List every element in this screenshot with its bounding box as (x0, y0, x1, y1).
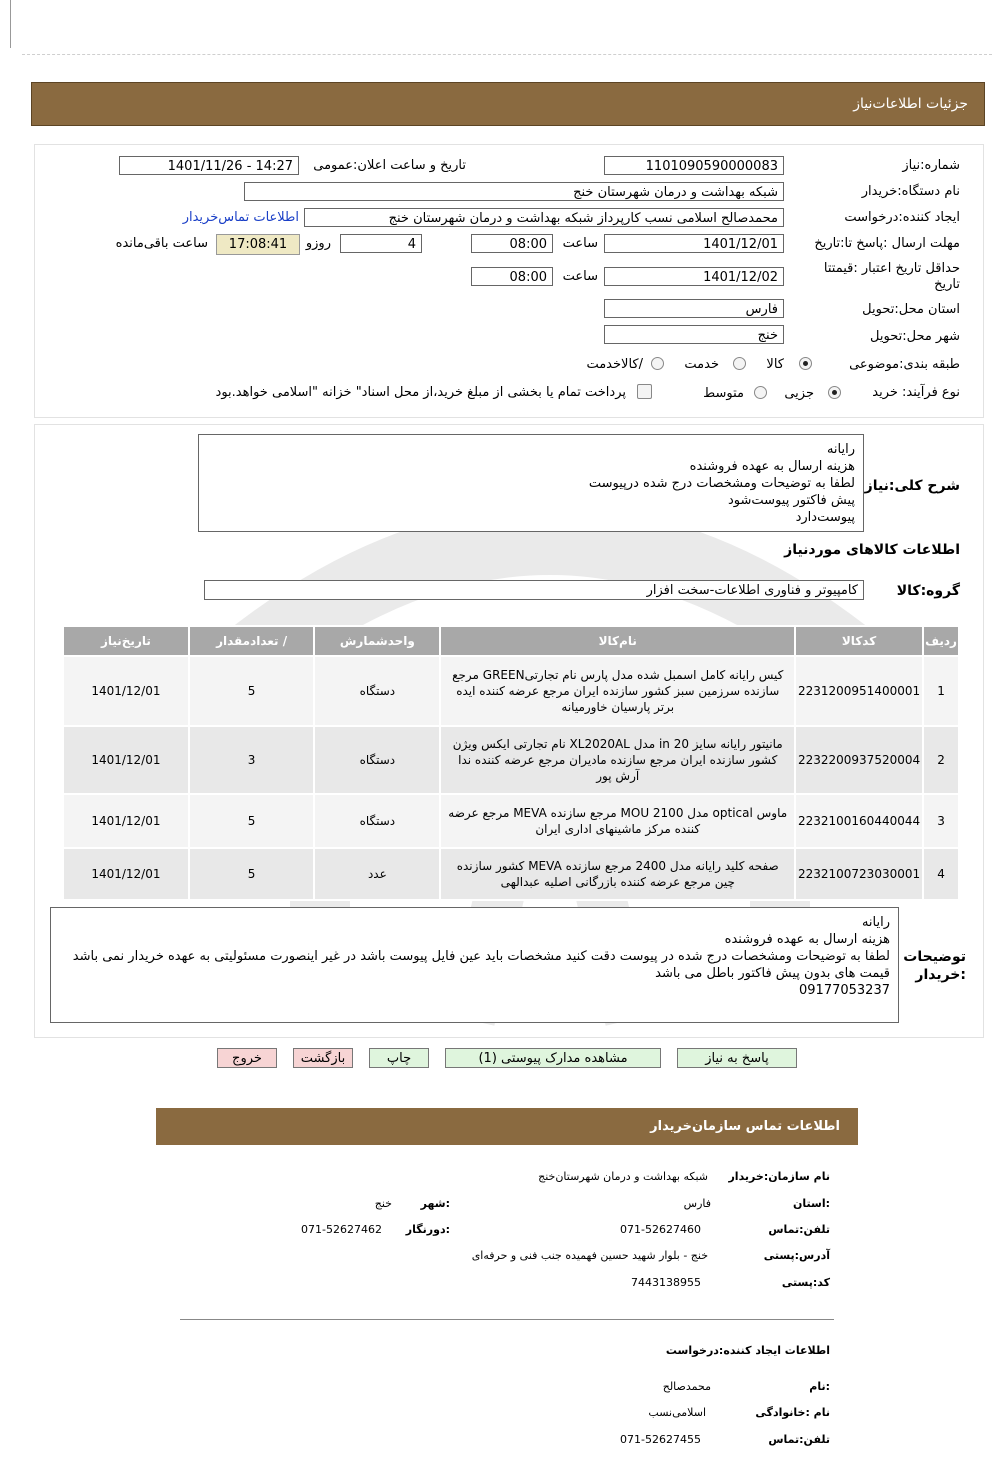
cell-name: ماوس optical مدل MOU 2100 مرجع سازنده MEVA مرجع عرضه کننده مرکز ماشینهای اداری ایران (440, 794, 795, 848)
contact-city-label: :شهر (420, 1197, 450, 1210)
table-row (63, 848, 959, 900)
phone-value: 071-52627460 (620, 1223, 701, 1236)
radio-goods-label: کالا (766, 357, 784, 372)
buyer-contact-link[interactable]: اطلاعات تماس‌خریدار (182, 210, 299, 225)
table-row (63, 656, 959, 726)
province-label: استان محل:تحویل (862, 302, 960, 317)
cell-row: 2 (923, 726, 959, 794)
creator-phone-label: تلفن:تماس (768, 1433, 830, 1446)
contact-title: اطلاعات تماس سازمان‌خریدار (650, 1119, 840, 1134)
cell-unit: دستگاه (314, 794, 440, 848)
contact-divider (180, 1319, 834, 1320)
buyer-org-field: شبکه بهداشت و درمان شهرستان خنج (244, 182, 784, 201)
buyer-notes-box (50, 907, 899, 1023)
need-number-label: شماره:نیاز (902, 158, 960, 173)
description-line: هزینه ارسال به عهده فروشنده (689, 459, 855, 474)
cell-qty: 3 (189, 726, 315, 794)
treasury-checkbox[interactable] (637, 384, 652, 399)
goods-title: اطلاعات کالاهای موردنیاز (784, 542, 960, 558)
address-label: آدرس:پستی (763, 1249, 830, 1262)
top-divider (22, 54, 992, 55)
postal-value: 7443138955 (631, 1276, 701, 1289)
buyer-notes-line: رایانه (861, 915, 890, 930)
cell-date: 1401/12/01 (63, 656, 189, 726)
org-label: نام سازمان:خریدار (728, 1170, 830, 1183)
contact-province-value: فارس (683, 1197, 711, 1210)
postal-label: کد:پستی (781, 1276, 830, 1289)
cell-unit: دستگاه (314, 726, 440, 794)
cell-qty: 5 (189, 656, 315, 726)
validity-label: حداقل تاریخ اعتبار :قیمتتا تاریخ (823, 261, 960, 292)
remaining-time: 17:08:41 (216, 234, 300, 255)
print-button[interactable]: چاپ (369, 1048, 429, 1068)
contact-city-value: خنج (374, 1197, 392, 1210)
buyer-org-label: نام دستگاه:خریدار (861, 184, 960, 199)
cell-name: کیس رایانه کامل اسمبل شده مدل پارس نام تجارتیGREEN مرجع سازنده سرزمین سبز کشور سازنده ایران مرجع عرضه کننده ایده برتر پارسیان خاورمیانه (440, 656, 795, 726)
col-row: ردیف (923, 626, 959, 656)
col-qty: / تعدادمقدار (189, 626, 315, 656)
need-number-field: 1101090590000083 (604, 156, 784, 175)
cell-unit: عدد (314, 848, 440, 900)
creator-name-label: :نام (809, 1380, 830, 1393)
table-header-row (63, 626, 959, 656)
validity-time-label: ساعت (562, 269, 598, 284)
description-line: پیوست‌دارد (795, 510, 855, 525)
cell-row: 3 (923, 794, 959, 848)
phone-label: تلفن:تماس (768, 1223, 830, 1236)
days-field: 4 (340, 234, 422, 253)
cell-name: مانیتور رایانه سایز in 20 مدل XL2020AL نام تجارتی ایکس ویژن کشور سازنده ایران مرجع سازنده مادیران مرجع عرضه کننده ندا آرش پور (440, 726, 795, 794)
col-unit: واحدشمارش (314, 626, 440, 656)
creator-field: محمدصالح اسلامی نسب کارپرداز شبکه بهداشت و درمان شهرستان خنج (304, 208, 784, 227)
col-name: نام‌کالا (440, 626, 795, 656)
announce-field: 1401/11/26 - 14:27 (119, 156, 299, 175)
deadline-label: مهلت ارسال :پاسخ تا:تاریخ (814, 236, 960, 251)
process-label: نوع فرآیند: خرید (872, 385, 960, 400)
buyer-notes-line: 09177053237 (799, 983, 890, 998)
attachments-button[interactable]: مشاهده مدارک پیوستی (1) (445, 1048, 661, 1068)
cell-code: 2232100160440044 (795, 794, 923, 848)
description-label: شرح کلی:نیاز (864, 478, 960, 494)
cell-code: 2232200937520004 (795, 726, 923, 794)
days-label: روزو (305, 236, 331, 251)
fax-label: :دورنگار (405, 1223, 450, 1236)
back-button[interactable]: بازگشت (293, 1048, 353, 1068)
table-row (63, 794, 959, 848)
cell-date: 1401/12/01 (63, 794, 189, 848)
cell-row: 1 (923, 656, 959, 726)
creator-family-value: اسلامی‌نسب (648, 1406, 706, 1419)
goods-table (62, 625, 960, 901)
deadline-time-label: ساعت (562, 236, 598, 251)
cell-qty: 5 (189, 794, 315, 848)
validity-date-field: 1401/12/02 (604, 267, 784, 286)
city-field: خنج (604, 325, 784, 344)
radio-partial-label: جزیی (784, 386, 814, 401)
radio-partial[interactable] (828, 386, 841, 399)
cell-code: 2232100723030001 (795, 848, 923, 900)
cell-date: 1401/12/01 (63, 848, 189, 900)
description-line: رایانه (826, 442, 855, 457)
description-box (198, 434, 864, 532)
cell-qty: 5 (189, 848, 315, 900)
address-value: خنج - بلوار شهید حسین فهمیده جنب فنی و حرفه‌ای (471, 1249, 708, 1262)
radio-service-label: خدمت (684, 357, 719, 372)
buyer-notes-line: قیمت های بدون پیش فاکتور باطل می باشد (655, 966, 890, 981)
radio-service[interactable] (733, 357, 746, 370)
radio-goods-service-label: /کالاخدمت (586, 357, 643, 372)
goods-group-label: گروه:کالا (896, 583, 960, 599)
buyer-notes-line: لطفا به توضیحات ومشخصات درج شده در پیوست دقت کنید مشخصات باید عین فایل پیوست باشد در غیر اینصورت مسئولیتی به عهده خریدار نمی باشد (72, 949, 890, 964)
radio-medium[interactable] (754, 386, 767, 399)
contact-province-label: :استان (793, 1197, 830, 1210)
cell-name: صفحه کلید رایانه مدل 2400 مرجع سازنده MEVA کشور سازنده چین مرجع عرضه کننده بازرگانی اصلیه عبدالهی (440, 848, 795, 900)
payment-note: پرداخت تمام یا بخشی از مبلغ خرید،از محل اسناد" خزانه "اسلامی خواهد.بود (215, 385, 626, 400)
description-line: لطفا به توضیحات ومشخصات درج شده درپیوست (588, 476, 855, 491)
category-label: طبقه بندی:موضوعی (849, 357, 960, 372)
buyer-notes-label: توضیحات :خریدار (903, 949, 966, 983)
radio-medium-label: متوسط (703, 386, 744, 401)
cell-code: 2231200951400001 (795, 656, 923, 726)
description-line: پیش فاکتور پیوست‌شود (728, 493, 855, 508)
creator-phone-value: 071-52627455 (620, 1433, 701, 1446)
creator-label: ایجاد کننده:درخواست (844, 210, 960, 225)
cell-row: 4 (923, 848, 959, 900)
header-tabs[interactable]: جزئیات اطلاعات‌نیاز (853, 96, 968, 112)
col-date: تاریخ‌نیاز (63, 626, 189, 656)
contact-header (156, 1108, 858, 1145)
creator-family-label: نام :خانوادگی (755, 1406, 830, 1419)
creator-name-value: محمدصالح (662, 1380, 711, 1393)
goods-group-field: کامپیوتر و فناوری اطلاعات-سخت افزار (204, 580, 864, 600)
creator-info-title: اطلاعات ایجاد کننده:درخواست (665, 1344, 830, 1357)
announce-label: تاریخ و ساعت اعلان:عمومی (313, 158, 466, 173)
page-header (31, 82, 985, 126)
col-code: کدکالا (795, 626, 923, 656)
table-row (63, 726, 959, 794)
radio-goods-service[interactable] (651, 357, 664, 370)
province-field: فارس (604, 299, 784, 318)
deadline-date-field: 1401/12/01 (604, 234, 784, 253)
deadline-time-field: 08:00 (471, 234, 553, 253)
validity-time-field: 08:00 (471, 267, 553, 286)
buyer-notes-line: هزینه ارسال به عهده فروشنده (724, 932, 890, 947)
city-label: شهر محل:تحویل (870, 329, 960, 344)
reply-button[interactable]: پاسخ به نیاز (677, 1048, 797, 1068)
org-value: شبکه بهداشت و درمان شهرستان‌خنج (538, 1170, 708, 1183)
page-edge-line (10, 0, 11, 48)
radio-goods[interactable] (799, 357, 812, 370)
cell-unit: دستگاه (314, 656, 440, 726)
remaining-label: ساعت باقی‌مانده (115, 236, 208, 251)
cell-date: 1401/12/01 (63, 726, 189, 794)
fax-value: 071-52627462 (301, 1223, 382, 1236)
exit-button[interactable]: خروج (217, 1048, 277, 1068)
